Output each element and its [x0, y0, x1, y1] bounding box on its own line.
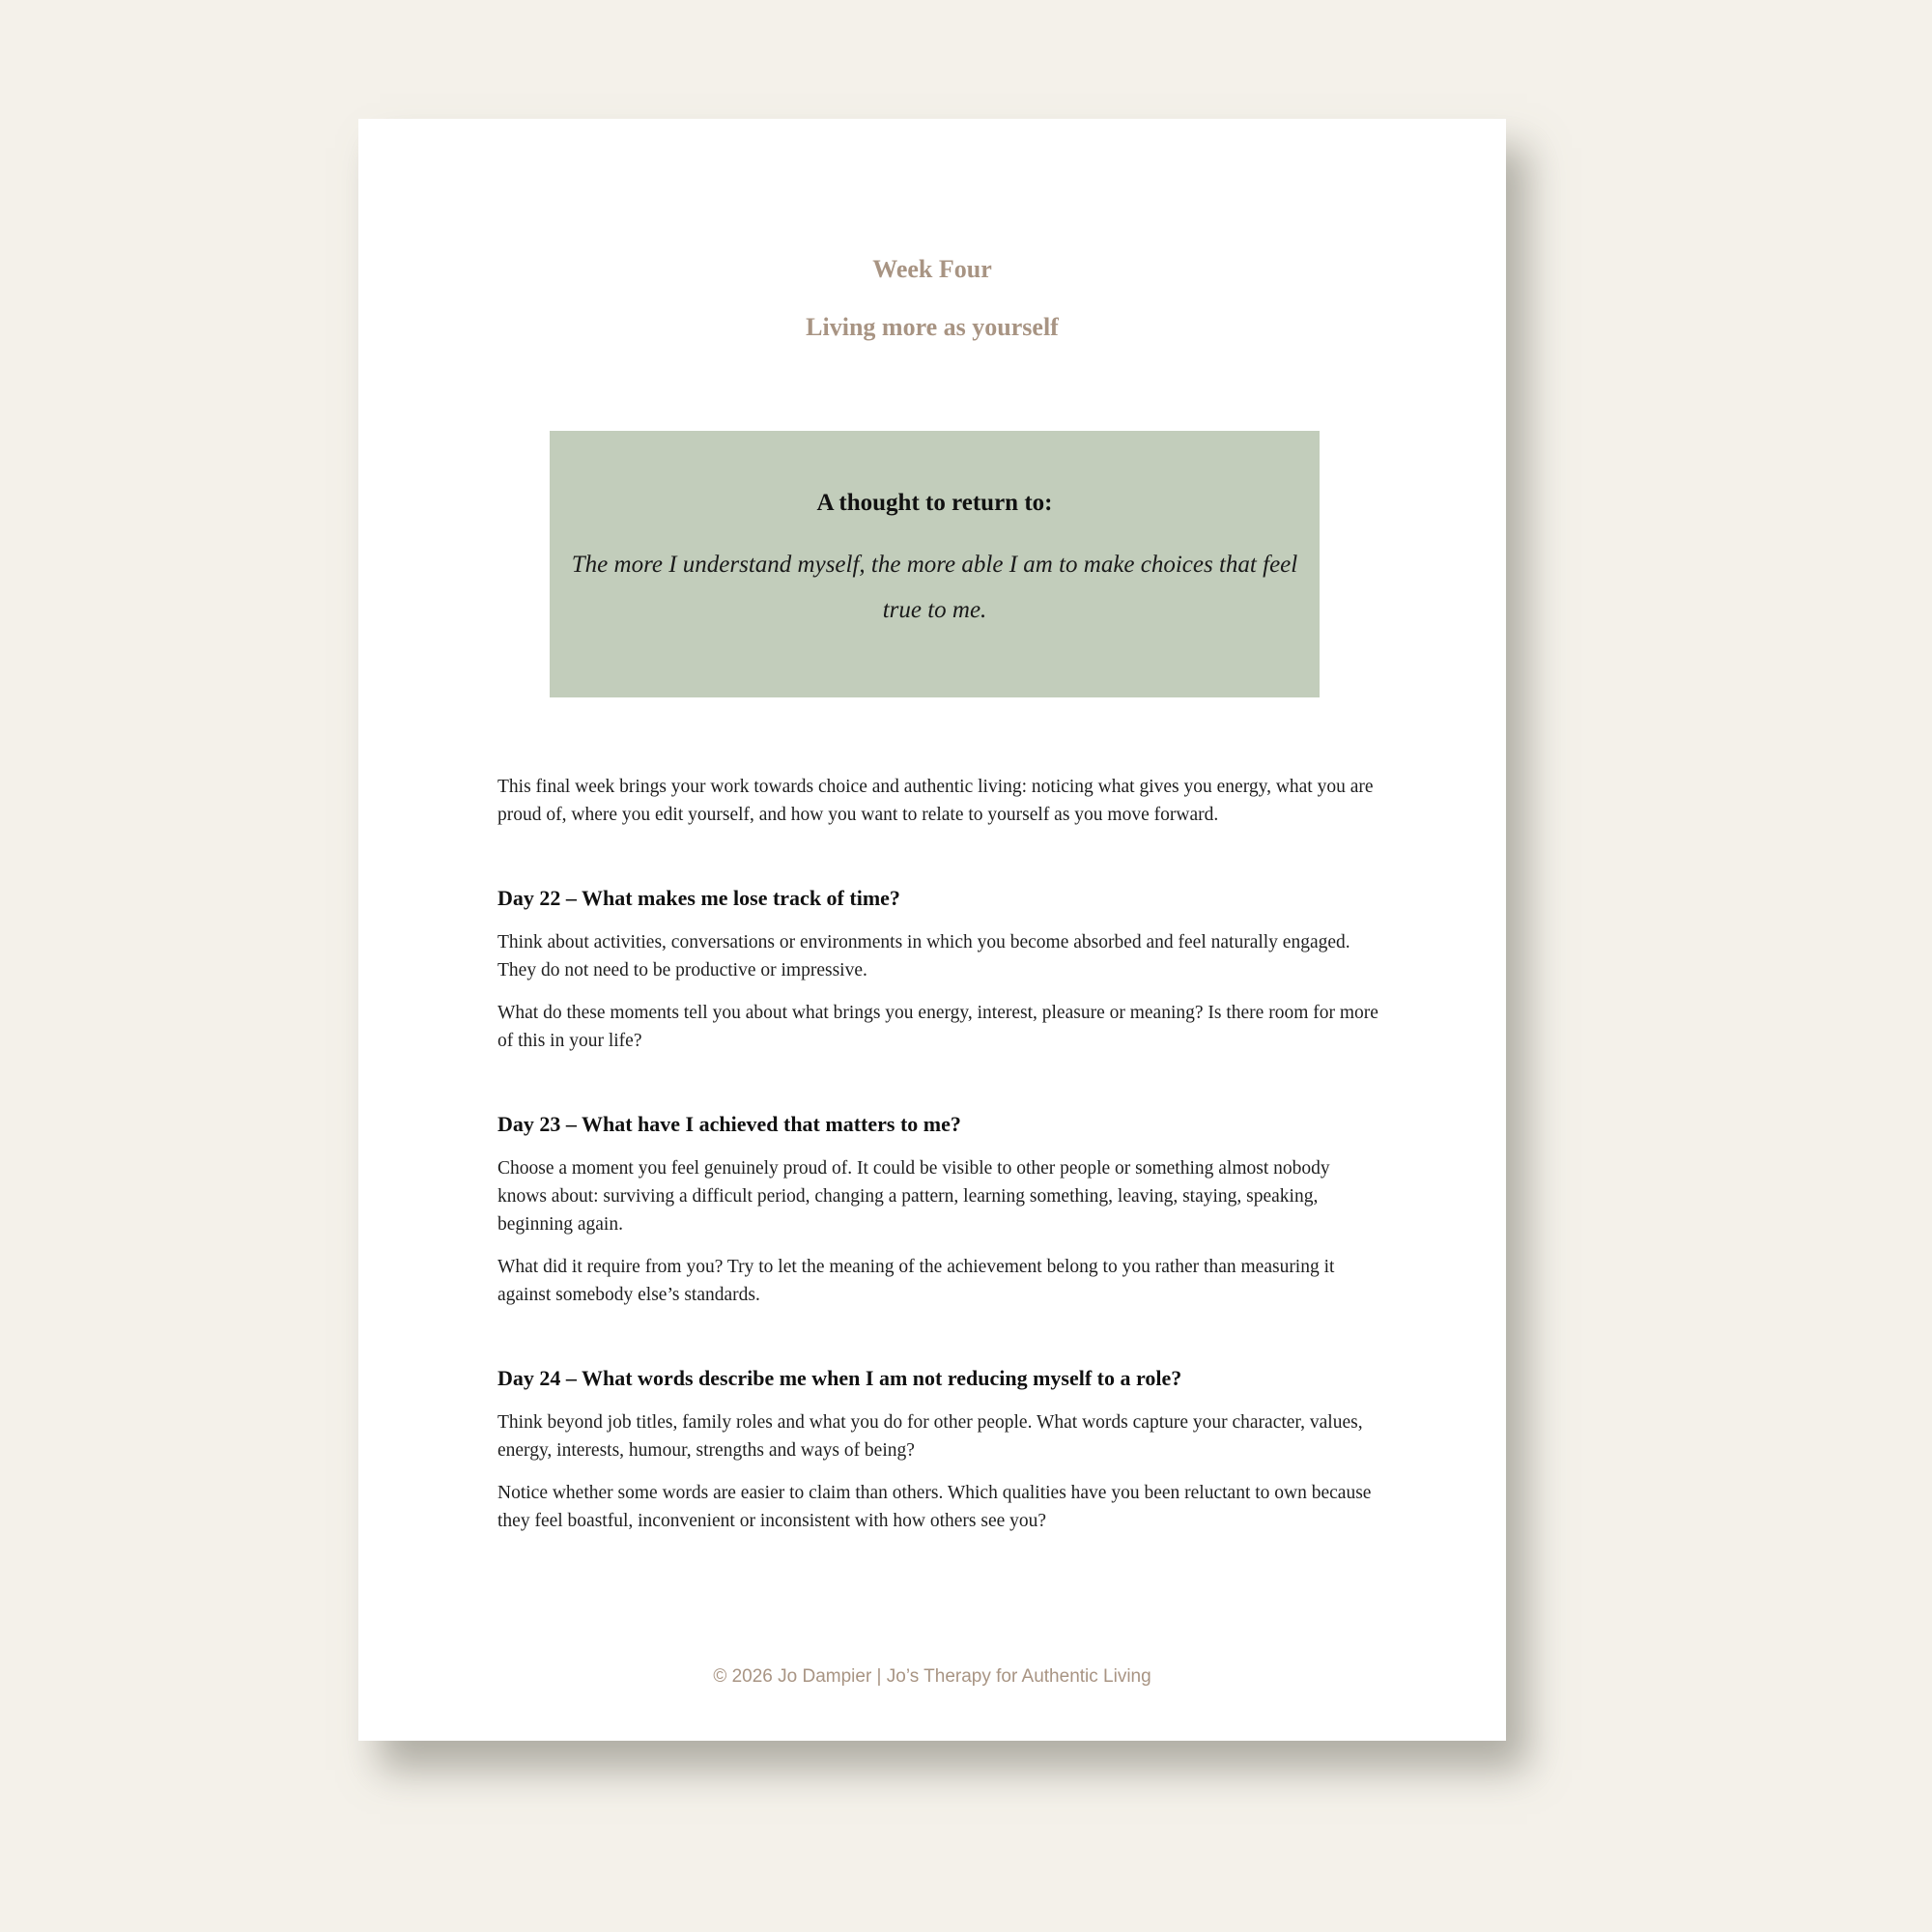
document-page [358, 119, 1506, 1741]
day-heading: Day 22 – What makes me lose track of time? [497, 886, 900, 910]
day-section-23 [497, 1110, 1378, 1309]
day-paragraph: Choose a moment you feel genuinely proud of. It could be visible to other people or something almost nobody knows about: surviving a difficult period, changing a pattern, learning something, leaving, staying, speaking, beginning again. [497, 1158, 1330, 1235]
day-paragraph: What do these moments tell you about what brings you energy, interest, pleasure or meaning? Is there room for more of this in your life? [497, 1003, 1378, 1051]
content-body [497, 773, 1378, 1549]
week-title: Week Four [872, 255, 992, 283]
thought-quote: The more I understand myself, the more able I am to make choices that feel true to me. [571, 552, 1298, 623]
thought-box [550, 431, 1320, 697]
day-paragraph: What did it require from you? Try to let the meaning of the achievement belong to you rather than measuring it against somebody else’s standards. [497, 1257, 1335, 1305]
thought-heading: A thought to return to: [816, 490, 1053, 516]
day-paragraph: Think about activities, conversations or environments in which you become absorbed and feel naturally engaged. They do not need to be productive or impressive. [497, 932, 1350, 980]
day-section-22 [497, 884, 1378, 1055]
day-heading: Day 24 – What words describe me when I am not reducing myself to a role? [497, 1366, 1182, 1390]
page-footer: © 2026 Jo Dampier | Jo’s Therapy for Authentic Living [713, 1666, 1151, 1687]
intro-paragraph: This final week brings your work towards choice and authentic living: noticing what gives you energy, what you are proud of, where you edit yourself, and how you want to relate to yourself as you move forward. [497, 777, 1374, 825]
day-heading: Day 23 – What have I achieved that matters to me? [497, 1112, 961, 1136]
day-paragraph: Think beyond job titles, family roles and what you do for other people. What words capture your character, values, energy, interests, humour, strengths and ways of being? [497, 1412, 1363, 1461]
week-subtitle: Living more as yourself [806, 313, 1059, 341]
day-section-24 [497, 1364, 1378, 1535]
day-paragraph: Notice whether some words are easier to claim than others. Which qualities have you been reluctant to own because they feel boastful, inconvenient or inconsistent with how others see you? [497, 1483, 1372, 1531]
